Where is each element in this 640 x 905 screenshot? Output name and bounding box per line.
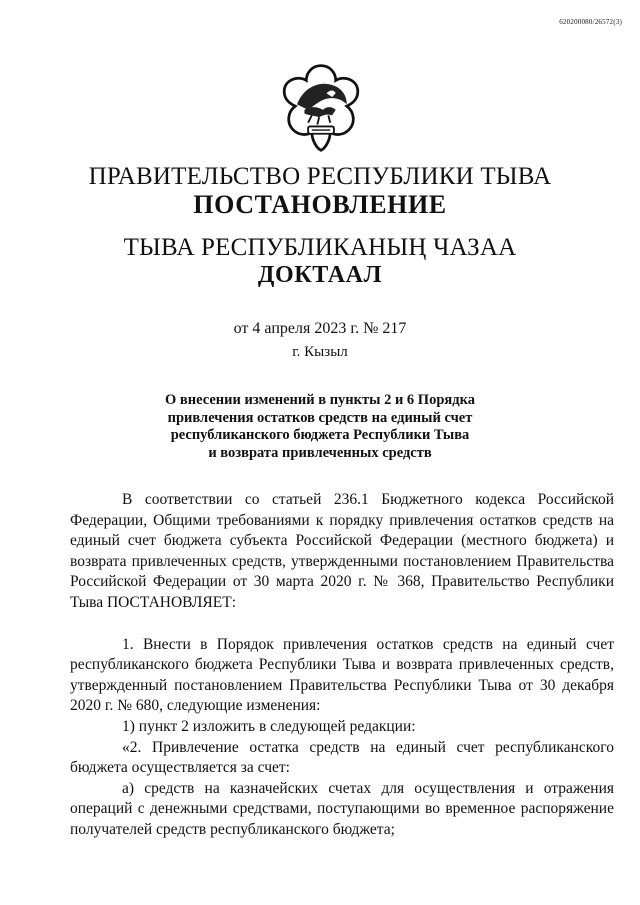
city: г. Кызыл xyxy=(292,344,348,360)
document-number: 620200080/26572(3) xyxy=(559,18,622,26)
decree-subject xyxy=(120,392,520,462)
subject-line: О внесении изменений в пункты 2 и 6 Порядка xyxy=(165,392,475,408)
decree-title: ПОСТАНОВЛЕНИЕ xyxy=(193,190,447,219)
date-and-number: от 4 апреля 2023 г. № 217 xyxy=(233,320,407,337)
subject-line: республиканского бюджета Республики Тыва xyxy=(170,427,470,443)
preamble-paragraph: В соответствии со статьей 236.1 Бюджетного кодекса Российской Федерации, Общими требованиями к порядку привлечения остатков средств на единый счет бюджета субъекта Российской Федерации (местного бюджета) и возврата привлеченных средств, утвержденными постановлением Правительства Российской Федерации от 30 марта 2020 г. № 368, Правительство Республики Тыва ПОСТАНОВЛЯЕТ: xyxy=(70,491,614,611)
subject-line: и возврата привлеченных средств xyxy=(208,444,432,461)
subject-line: привлечения остатков средств на единый счет xyxy=(167,409,473,426)
tuva-coat-of-arms-icon xyxy=(275,62,367,154)
quoted-item-2a: а) средств на казначейских счетах для осуществления и отражения операций с денежными средствами, поступающими во временное распоряжение получателей средств республиканского бюджета; xyxy=(70,779,614,838)
quoted-item-2: «2. Привлечение остатка средств на единый счет республиканского бюджета осуществляется за счет: xyxy=(70,738,614,777)
government-title: ПРАВИТЕЛЬСТВО РЕСПУБЛИКИ ТЫВА xyxy=(88,163,552,190)
decree-title-tuvan: ДОКТААЛ xyxy=(257,262,383,288)
item-1-subitem-1: 1) пункт 2 изложить в следующей редакции: xyxy=(122,717,416,735)
government-title-tuvan: ТЫВА РЕСПУБЛИКАНЫҢ ЧАЗАА xyxy=(123,234,517,261)
decree-body xyxy=(70,490,614,841)
item-1-paragraph: 1. Внести в Порядок привлечения остатков средств на единый счет республиканского бюджета Республики Тыва и возврата привлеченных средств, утвержденный постановлением Правительства Республики Тыва от 30 декабря 2020 г. № 680, следующие изменения: xyxy=(70,635,614,715)
